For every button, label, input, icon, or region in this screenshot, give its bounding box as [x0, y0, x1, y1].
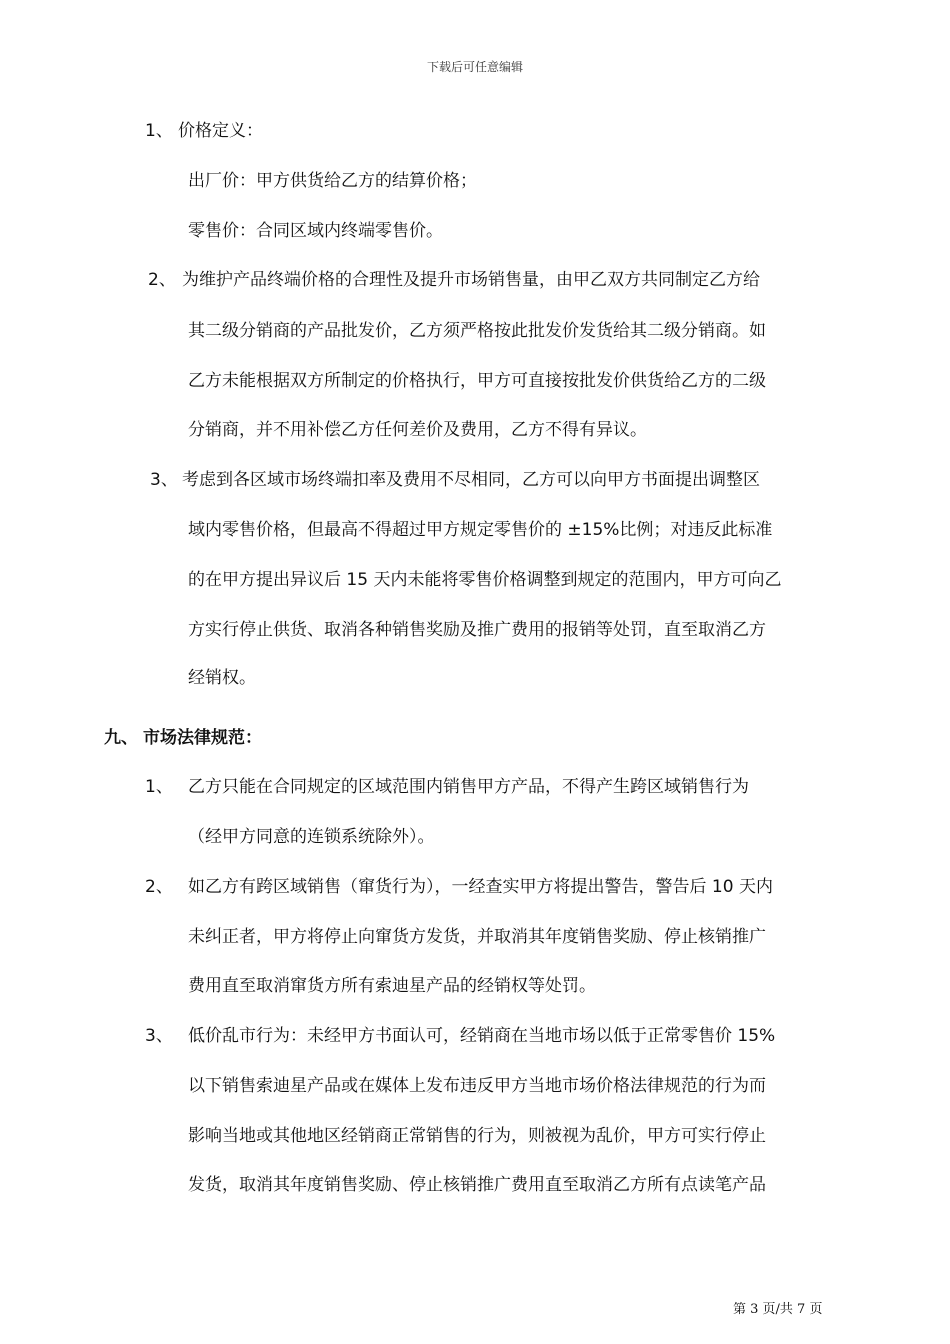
paragraph-line: 其二级分销商的产品批发价，乙方须严格按此批发价发货给其二级分销商。如: [188, 321, 766, 341]
paragraph-line: 影响当地或其他地区经销商正常销售的行为，则被视为乱价，甲方可实行停止: [188, 1126, 766, 1146]
paragraph-line: 以下销售索迪星产品或在媒体上发布违反甲方当地市场价格法律规范的行为而: [188, 1076, 766, 1096]
paragraph-line: （经甲方同意的连锁系统除外）。: [188, 827, 435, 847]
section-title: 市场法律规范：: [143, 728, 262, 748]
paragraph-line: 为维护产品终端价格的合理性及提升市场销售量，由甲乙双方共同制定乙方给: [182, 270, 760, 290]
paragraph-line: 低价乱市行为：未经甲方书面认可，经销商在当地市场以低于正常零售价 15%: [188, 1026, 776, 1046]
item-title: 价格定义：: [178, 121, 263, 141]
paragraph-line: 方实行停止供货、取消各种销售奖励及推广费用的报销等处罚，直至取消乙方: [188, 620, 766, 640]
paragraph-line: 的在甲方提出异议后 15 天内未能将零售价格调整到规定的范围内，甲方可向乙: [188, 570, 782, 590]
definition-retail-price: 零售价：合同区域内终端零售价。: [188, 221, 443, 241]
item-number: 1、: [145, 777, 173, 797]
paragraph-line: 考虑到各区域市场终端扣率及费用不尽相同，乙方可以向甲方书面提出调整区: [182, 470, 760, 490]
item-number: 2、: [145, 877, 173, 897]
paragraph-line: 费用直至取消窜货方所有索迪星产品的经销权等处罚。: [188, 976, 596, 996]
item-number: 1、: [145, 121, 173, 141]
paragraph-line: 发货，取消其年度销售奖励、停止核销推广费用直至取消乙方所有点读笔产品: [188, 1175, 766, 1195]
definition-factory-price: 出厂价：甲方供货给乙方的结算价格；: [188, 171, 477, 191]
paragraph-line: 经销权。: [188, 668, 256, 688]
paragraph-line: 未纠正者，甲方将停止向窜货方发货，并取消其年度销售奖励、停止核销推广: [188, 927, 766, 947]
paragraph-line: 域内零售价格，但最高不得超过甲方规定零售价的 ±15%比例；对违反此标准: [188, 520, 773, 540]
item-number: 2、: [148, 270, 176, 290]
paragraph-line: 分销商，并不用补偿乙方任何差价及费用，乙方不得有异议。: [188, 420, 647, 440]
section-number: 九、: [104, 728, 138, 748]
paragraph-line: 乙方未能根据双方所制定的价格执行，甲方可直接按批发价供货给乙方的二级: [188, 371, 766, 391]
page-header: 下载后可任意编辑: [426, 60, 523, 74]
paragraph-line: 如乙方有跨区域销售（窜货行为），一经查实甲方将提出警告，警告后 10 天内: [188, 877, 773, 897]
paragraph-line: 乙方只能在合同规定的区域范围内销售甲方产品，不得产生跨区域销售行为: [188, 777, 749, 797]
page-number-footer: 第 3 页/共 7 页: [733, 1302, 823, 1317]
item-number: 3、: [145, 1026, 173, 1046]
item-number: 3、: [150, 470, 178, 490]
